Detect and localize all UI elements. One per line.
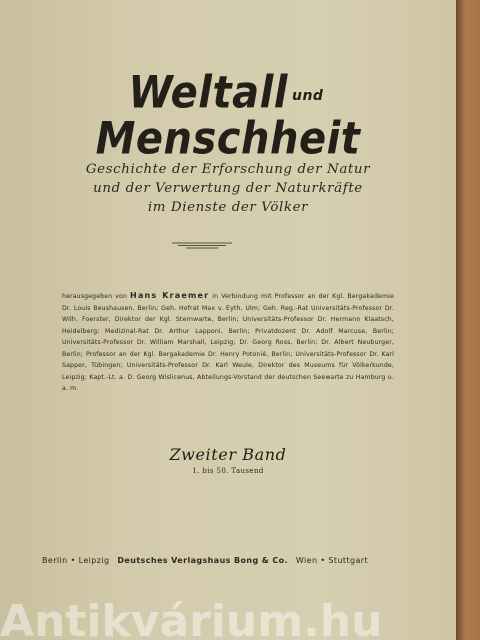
watermark: Antikvárium.hu	[0, 596, 383, 640]
subtitle-line: Geschichte der Erforschung der Natur	[85, 162, 371, 177]
subtitle	[0, 160, 456, 217]
title-part-2: Menschheit	[95, 113, 361, 165]
volume-label: Zweiter Band	[169, 445, 287, 464]
editor-credits	[62, 290, 394, 395]
imprint-cities-left: Berlin • Leipzig	[42, 556, 110, 565]
title-part-1: Weltall	[128, 67, 288, 119]
edition-label: 1. bis 50. Tausend	[192, 467, 264, 475]
credits-prefix: herausgegeben von	[62, 293, 128, 300]
subtitle-line: und der Verwertung der Naturkräfte	[93, 181, 363, 196]
ornament-divider	[172, 240, 232, 250]
title-connector: und	[291, 88, 324, 104]
publisher-name: Deutsches Verlagshaus Bong & Co.	[117, 556, 288, 565]
book-spine	[456, 0, 480, 640]
imprint-cities-right: Wien • Stuttgart	[295, 556, 368, 565]
contributors-text: in Verbindung mit Professor an der Kgl. Bergakademie Dr. Louis Beushausen, Berlin; Geh. Hofrat Max v. Eyth, Ulm; Geh. Reg.-Rat Universitäts-Professor Dr. Wilh. Foerster, Direktor der Kgl. Sternwarte, Berlin; Universitäts-Professor Dr. Hermann Klaatsch, Heidelberg; Medizinal-Rat Dr. Arthur Lapponi, Berlin; Privatdozent Dr. Adolf Marcuse, Berlin; Universitäts-Professor Dr. William Marshall, Leipzig; Dr. Georg Ross, Berlin; Dr. Albert Neuburger, Berlin; Professor an der Kgl. Bergakademie Dr. Henry Potonié, Berlin; Universitäts-Professor Dr. Karl Sapper, Tübingen; Universitäts-Professor Dr. Karl Weule, Direktor des Museums für Völkerkunde, Leipzig; Kapt.-Lt. a. D. Georg Wislicenus, Abteilungs-Vorstand der deutschen Seewarte zu Hamburg u. a. m.	[62, 293, 394, 392]
imprint	[42, 556, 368, 565]
editor-name: Hans Kraemer	[130, 291, 210, 300]
book-title	[0, 67, 456, 165]
subtitle-line: im Dienste der Völker	[147, 200, 309, 215]
